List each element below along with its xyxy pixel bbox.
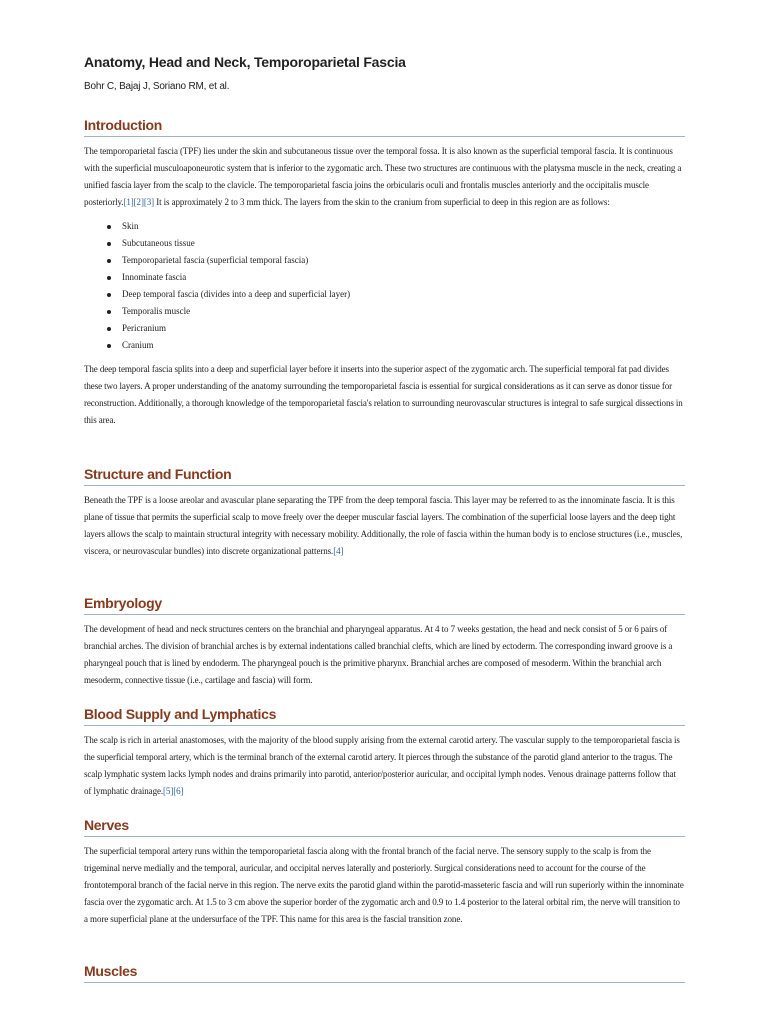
list-item-text: Innominate fascia [122,272,187,282]
blood-paragraph [84,732,685,800]
section-muscles [84,962,685,983]
list-item-text: Temporoparietal fascia (superficial temporal fascia) [122,255,309,265]
structure-paragraph-text: Beneath the TPF is a loose areolar and avascular plane separating the TPF from the deep temporal fascia. This layer may be referred to as the innominate fascia. It is this plane of tissue that permits the superficial scalp to move freely over the deeper muscular fascial layers. The combination of the superficial loose layers and the deep tight layers allows the scalp to maintain structural integrity with necessary mobility. Additionally, the role of fascia within the human body is to enclose structures (i.e., muscles, viscera, or neurovascular bundles) into discrete organizational patterns. [84,495,683,556]
heading-blood-supply: Blood Supply and Lymphatics [84,705,685,726]
layers-list [84,218,685,354]
list-item [122,303,685,320]
citation-link-4[interactable]: [4] [333,546,344,556]
list-item [122,235,685,252]
heading-muscles: Muscles [84,962,685,983]
list-item-text: Deep temporal fascia (divides into a deep and superficial layer) [122,289,351,299]
list-item-text: Cranium [122,340,154,350]
list-item-text: Pericranium [122,323,166,333]
intro-paragraph-2: The deep temporal fascia splits into a deep and superficial layer before it inserts into the superior aspect of the zygomatic arch. The superficial temporal fat pad divides these two layers. A proper understanding of the anatomy surrounding the temporoparietal fascia is essential for surgical considerations as it can serve as donor tissue for reconstruction. Additionally, a thorough knowledge of the temporoparietal fascia's relation to surrounding neurovascular structures is integral to safe surgical dissections in this area. [84,364,683,425]
citation-link-1-2-3[interactable]: [1][2][3] [123,197,155,207]
bullet-icon [107,327,111,331]
article-authors: Bohr C, Bajaj J, Soriano RM, et al. [84,81,230,92]
section-introduction [84,116,685,429]
bullet-icon [107,259,111,263]
list-item [122,218,685,235]
section-embryology [84,594,685,689]
section-nerves [84,816,685,928]
list-item [122,269,685,286]
section-structure-function [84,465,685,560]
list-item-text: Skin [122,221,139,231]
list-item-text: Temporalis muscle [122,306,191,316]
heading-nerves: Nerves [84,816,685,837]
bullet-icon [107,276,111,280]
nerves-paragraph: The superficial temporal artery runs within the temporoparietal fascia along with the frontal branch of the facial nerve. The sensory supply to the scalp is from the trigeminal nerve medially and the temporal, auricular, and occipital nerves laterally and posteriorly. Surgical considerations need to account for the course of the frontotemporal branch of the facial nerve in this region. The nerve exits the parotid gland within the parotid-masseteric fascia and will run superiorly within the innominate fascia over the zygomatic arch. At 1.5 to 3 cm above the superior border of the zygomatic arch and 0.9 to 1.4 posterior to the lateral orbital rim, the nerve will transition to a more superficial plane at the undersurface of the TPF. This name for this area is the fascial transition zone. [84,846,684,924]
embryology-paragraph: The development of head and neck structures centers on the branchial and pharyngeal apparatus. At 4 to 7 weeks gestation, the head and neck consist of 5 or 6 pairs of branchial arches. The division of branchial arches is by external indentations called branchial clefts, which are lined by ectoderm. The corresponding inward groove is a pharyngeal pouch that is lined by endoderm. The pharyngeal pouch is the primitive pharynx. Branchial arches are composed of mesoderm. Within the branchial arch mesoderm, connective tissue (i.e., cartilage and fascia) will form. [84,624,673,685]
bullet-icon [107,293,111,297]
list-item [122,337,685,354]
structure-paragraph [84,492,685,560]
blood-paragraph-text: The scalp is rich in arterial anastomoses, with the majority of the blood supply arising from the external carotid artery. The vascular supply to the temporoparietal fascia is the superficial temporal artery, which is the terminal branch of the external carotid artery. It pierces through the substance of the parotid gland anterior to the tragus. The scalp lymphatic system lacks lymph nodes and drains primarily into parotid, anterior/posterior auricular, and occipital lymph nodes. Venous drainage patterns follow that of lymphatic drainage. [84,735,680,796]
list-item [122,320,685,337]
intro-paragraph-1-text: The temporoparietal fascia (TPF) lies under the skin and subcutaneous tissue over the temporal fossa. It is also known as the superficial temporal fascia. It is continuous with the superficial musculoaponeurotic system that is inferior to the zygomatic arch. These two structures are continuous with the platysma muscle in the neck, creating a unified fascia layer from the scalp to the clavicle. The temporoparietal fascia joins the orbicularis oculi and frontalis muscles anteriorly and the occipitalis muscle posteriorly. [84,146,682,207]
citation-link-5-6[interactable]: [5][6] [163,786,184,796]
list-item [122,286,685,303]
article-title: Anatomy, Head and Neck, Temporoparietal Fascia [84,54,406,70]
heading-embryology: Embryology [84,594,685,615]
list-item [122,252,685,269]
bullet-icon [107,310,111,314]
bullet-icon [107,344,111,348]
section-blood-supply [84,705,685,800]
heading-introduction: Introduction [84,116,685,137]
bullet-icon [107,242,111,246]
intro-paragraph-1-tail: It is approximately 2 to 3 mm thick. The layers from the skin to the cranium from superficial to deep in this region are as follows: [154,197,610,207]
intro-paragraph-1 [84,143,685,211]
heading-structure-function: Structure and Function [84,465,685,486]
list-item-text: Subcutaneous tissue [122,238,195,248]
bullet-icon [107,225,111,229]
